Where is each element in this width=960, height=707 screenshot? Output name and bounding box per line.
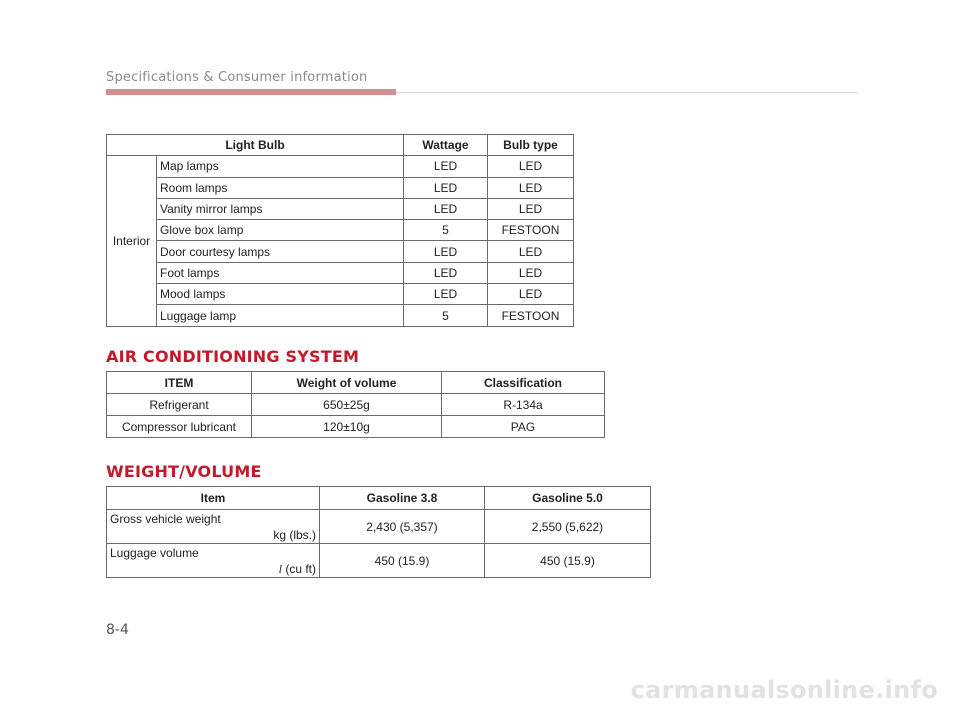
- bulb-type: LED: [488, 177, 574, 198]
- table-row: [107, 198, 574, 219]
- col-header-gasoline-3-8: Gasoline 3.8: [320, 487, 485, 510]
- table-row: [107, 262, 574, 283]
- header-title: Specifications & Consumer information: [106, 70, 368, 85]
- bulb-type: LED: [488, 284, 574, 305]
- col-header-wattage: Wattage: [404, 135, 488, 156]
- air-conditioning-table: [106, 371, 605, 438]
- ac-weight: 650±25g: [252, 394, 442, 416]
- col-header-item: ITEM: [107, 372, 252, 394]
- bulb-wattage: LED: [404, 156, 488, 177]
- group-cell-interior: Interior: [107, 156, 157, 326]
- bulb-wattage: LED: [404, 284, 488, 305]
- col-header-weight-of-volume: Weight of volume: [252, 372, 442, 394]
- bulb-type: LED: [488, 241, 574, 262]
- ac-classification: PAG: [442, 416, 605, 438]
- bulb-wattage: 5: [404, 305, 488, 326]
- header-accent-bar: [106, 89, 396, 95]
- table-row: [107, 416, 605, 438]
- bulb-name: Luggage lamp: [157, 305, 404, 326]
- bulb-name: Glove box lamp: [157, 220, 404, 241]
- row-label: Luggage volume: [110, 546, 199, 560]
- bulb-name: Door courtesy lamps: [157, 241, 404, 262]
- col-header-light-bulb: Light Bulb: [107, 135, 404, 156]
- table-row: [107, 284, 574, 305]
- watermark: carmanualsonline.info: [630, 676, 938, 704]
- row-unit: [110, 561, 316, 577]
- value-gasoline-5-0: 2,550 (5,622): [485, 510, 651, 544]
- bulb-type: LED: [488, 262, 574, 283]
- table-row: [107, 544, 651, 578]
- bulb-wattage: LED: [404, 177, 488, 198]
- table-row: [107, 220, 574, 241]
- col-header-classification: Classification: [442, 372, 605, 394]
- table-header-row: [107, 487, 651, 510]
- value-gasoline-5-0: 450 (15.9): [485, 544, 651, 578]
- section-heading-weight-volume: WEIGHT/VOLUME: [106, 462, 262, 481]
- table-row: [107, 241, 574, 262]
- row-label: Gross vehicle weight: [110, 512, 221, 526]
- bulb-wattage: LED: [404, 241, 488, 262]
- ac-item: Compressor lubricant: [107, 416, 252, 438]
- table-row: [107, 156, 574, 177]
- volume-label-cell: [107, 544, 320, 578]
- bulb-wattage: LED: [404, 262, 488, 283]
- weight-volume-table: [106, 486, 651, 578]
- ac-weight: 120±10g: [252, 416, 442, 438]
- table-header-row: [107, 135, 574, 156]
- row-unit: [110, 527, 316, 543]
- table-row: [107, 510, 651, 544]
- ac-item: Refrigerant: [107, 394, 252, 416]
- bulb-name: Map lamps: [157, 156, 404, 177]
- table-row: [107, 177, 574, 198]
- bulb-type: LED: [488, 198, 574, 219]
- col-header-gasoline-5-0: Gasoline 5.0: [485, 487, 651, 510]
- weight-label-cell: [107, 510, 320, 544]
- bulb-wattage: 5: [404, 220, 488, 241]
- page-number: 8-4: [106, 622, 129, 638]
- section-heading-air-conditioning: AIR CONDITIONING SYSTEM: [106, 347, 360, 366]
- bulb-type: LED: [488, 156, 574, 177]
- table-row: [107, 394, 605, 416]
- bulb-name: Mood lamps: [157, 284, 404, 305]
- value-gasoline-3-8: 2,430 (5,357): [320, 510, 485, 544]
- unit-symbol: l: [278, 562, 282, 576]
- bulb-name: Foot lamps: [157, 262, 404, 283]
- light-bulb-table: [106, 134, 574, 327]
- bulb-name: Room lamps: [157, 177, 404, 198]
- table-header-row: [107, 372, 605, 394]
- col-header-item: Item: [107, 487, 320, 510]
- table-row: [107, 305, 574, 326]
- bulb-name: Vanity mirror lamps: [157, 198, 404, 219]
- ac-classification: R-134a: [442, 394, 605, 416]
- value-gasoline-3-8: 450 (15.9): [320, 544, 485, 578]
- unit-text: kg (lbs.): [273, 528, 316, 542]
- bulb-type: FESTOON: [488, 305, 574, 326]
- col-header-bulb-type: Bulb type: [488, 135, 574, 156]
- bulb-type: FESTOON: [488, 220, 574, 241]
- bulb-wattage: LED: [404, 198, 488, 219]
- unit-text: (cu ft): [281, 562, 316, 576]
